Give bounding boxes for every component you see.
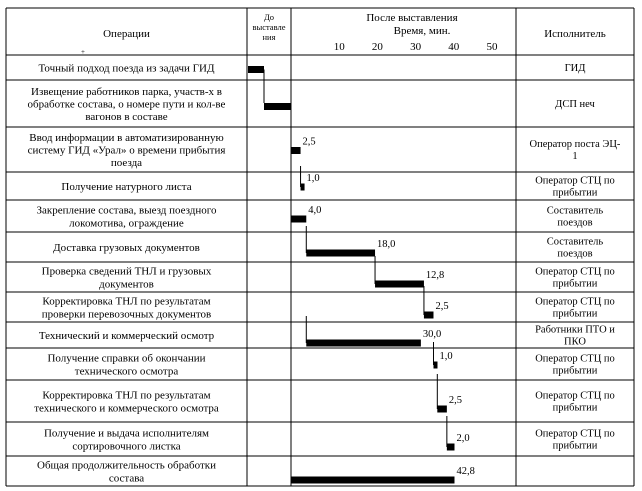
operation-label: проверки перевозочных документов (41, 308, 212, 321)
executor-label: прибытии (552, 278, 598, 290)
bar-value-label: 1,0 (306, 173, 320, 184)
executor-label: Оператор СТЦ по (535, 266, 615, 278)
bar-12 (291, 477, 454, 484)
operation-label: технического осмотра (74, 365, 179, 378)
before-bar (264, 103, 291, 110)
executor-label: Составитель (546, 205, 604, 217)
operation-label: Ввод информации в автоматизированную (29, 131, 224, 144)
operation-label: поезда (110, 156, 143, 169)
bar-value-label: 2,5 (302, 136, 316, 148)
executor-label: Оператор СТЦ по (535, 390, 615, 402)
operation-label: сортировочного листка (72, 440, 181, 453)
executor-label: Оператор поста ЭЦ- (529, 139, 621, 151)
operation-label: обработке состава, о номере пути и кол-ве (27, 98, 226, 111)
executor-label: Оператор СТЦ по (535, 353, 615, 365)
operation-label: Точный подход поезда из задачи ГИД (38, 62, 215, 75)
operation-label: локомотива, ограждение (69, 217, 184, 230)
operation-label: Общая продолжительность обработки (37, 459, 216, 472)
header-mark: + (81, 48, 85, 56)
bar-value-label: 42,8 (456, 466, 475, 477)
bar-value-label: 2,5 (448, 395, 462, 406)
bar-10 (437, 406, 447, 413)
executor-label: ГИД (564, 63, 586, 75)
executor-label: поездов (557, 217, 593, 229)
bar-8 (306, 340, 421, 347)
bar-5 (306, 250, 375, 257)
operation-label: Корректировка ТНЛ по результатам (42, 389, 211, 402)
bar-2 (291, 147, 301, 154)
bar-value-label: 4,0 (308, 205, 322, 216)
bar-4 (291, 216, 306, 223)
header-after-title: После выставления (366, 12, 458, 24)
bar-value-label: 18,0 (377, 239, 396, 250)
operation-label: Технический и коммерческий осмотр (38, 329, 215, 342)
operation-label: Проверка сведений ТНЛ и грузовых (41, 265, 212, 278)
operation-label: состава (108, 472, 145, 485)
header-executor: Исполнитель (544, 28, 606, 40)
operation-label: Корректировка ТНЛ по результатам (42, 295, 211, 308)
executor-label: Составитель (546, 236, 604, 248)
bar-3 (301, 184, 305, 191)
operation-label: документов (99, 278, 154, 291)
before-bar (248, 66, 264, 73)
bar-value-label: 30,0 (422, 329, 442, 340)
executor-label: ПКО (564, 336, 586, 348)
executor-label: прибытии (552, 365, 598, 377)
axis-tick-label: 30 (410, 41, 422, 53)
operation-label: Доставка грузовых документов (53, 241, 200, 254)
axis-tick-label: 10 (333, 41, 345, 53)
header-before: ния (262, 32, 276, 42)
header-before: До (263, 12, 275, 22)
executor-label: ДСП неч (555, 99, 595, 111)
header-operations: Операции (103, 28, 150, 40)
executor-label: Работники ПТО и (535, 324, 615, 336)
executor-label: прибытии (552, 402, 598, 414)
operation-label: вагонов в составе (85, 110, 168, 123)
executor-label: прибытии (552, 440, 598, 452)
operation-label: Получение натурного листа (61, 180, 192, 193)
executor-label: Оператор СТЦ по (535, 296, 615, 308)
bar-value-label: 2,5 (435, 301, 449, 312)
executor-label: 1 (572, 151, 578, 163)
bar-7 (424, 312, 434, 319)
bar-value-label: 1,0 (439, 351, 453, 362)
executor-label: прибытии (552, 308, 598, 320)
executor-label: Оператор СТЦ по (535, 428, 615, 440)
operation-label: Извещение работников парка, участв-х в (31, 85, 222, 98)
header-before: выставле (252, 22, 286, 32)
operation-label: Закрепление состава, выезд поездного (36, 204, 217, 217)
bar-value-label: 12,8 (425, 270, 445, 281)
header-time-label: Время, мин. (393, 25, 451, 37)
operation-label: технического и коммерческого осмотра (34, 402, 219, 415)
executor-label: поездов (557, 248, 593, 260)
bar-11 (447, 444, 455, 451)
bar-9 (433, 362, 437, 369)
axis-tick-label: 20 (371, 41, 383, 53)
executor-label: Оператор СТЦ по (535, 175, 615, 187)
operation-label: систему ГИД «Урал» о времени прибытия (27, 144, 226, 157)
bar-6 (375, 281, 424, 288)
operation-label: Получение и выдача исполнителям (43, 427, 210, 440)
bar-value-label: 2,0 (456, 433, 470, 444)
executor-label: прибытии (552, 187, 598, 199)
axis-tick-label: 50 (486, 41, 498, 53)
operation-label: Получение справки об окончании (47, 352, 206, 365)
axis-tick-label: 40 (448, 41, 460, 53)
